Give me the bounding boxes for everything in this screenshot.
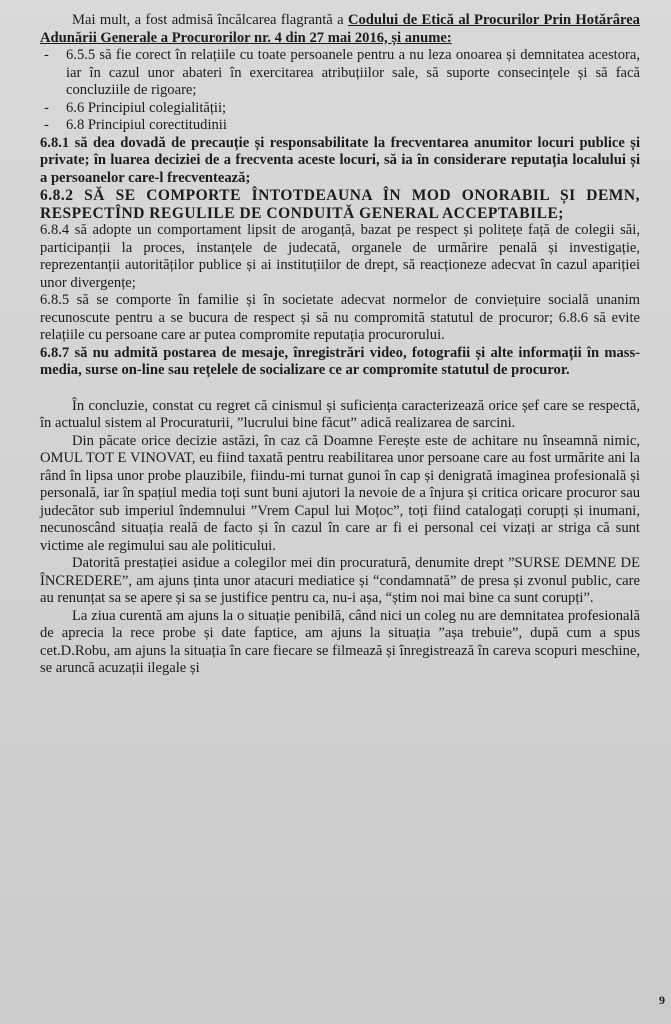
list-item: - 6.6 Principiul colegialității;: [62, 100, 640, 118]
page-body: [40, 12, 640, 678]
current-situation-paragraph: La ziua curentă am ajuns la o situație penibilă, când nici un coleg nu are demnitatea profesională de aprecia la rece probe și date faptice, am ajuns la situația ”așa trebuie”, după cum a spus cet.D.Robu, am ajuns la situația în care fiecare se filmează și înregistrează în careva scopuri meschine, se aruncă acuzații ilegale și: [40, 607, 640, 676]
list-item: - 6.5.5 să fie corect în relațiile cu toate persoanele pentru a nu leza onoarea și demnitatea acestora, iar în cazul unor abateri în exercitarea atribuțiilor sale, să suporte consecințele și să facă concluziile de rigoare;: [62, 47, 640, 100]
conclusion-paragraph: În concluzie, constat cu regret că cinismul și suficiența caracterizează orice șef care se respectă, în actualul sistem al Procuraturii, ”lucrului bine făcut” adică realizarea de sarcini.: [40, 397, 640, 431]
list-item: - 6.8 Principiul corectitudinii: [62, 117, 640, 135]
intro-text: Mai mult, a fost admisă încălcarea flagrantă a: [72, 12, 348, 28]
clause-6-8-4: 6.8.4 să adopte un comportament lipsit de aroganță, bazat pe respect și politețe față de colegii săi, participanții la proces, instanțele de judecată, organele de urmărire penală și investigație, reprezentanții autorităților publice și ai instituțiilor de drept, să reacționeze adecvat în cazul apariției unor divergențe;: [40, 222, 640, 291]
colleagues-paragraph: Datorită prestației asidue a colegilor mei din procuratură, denumite drept ”SURSE DEMNE DE ÎNCREDERE”, am ajuns ținta unor atacuri mediatice și “condamnată” de presa și zvonul public, care au renunțat sa se apere și sa se justifice pentru ca, nu-i așa, “știm noi mai bine ca sunt corupți”.: [40, 555, 640, 606]
clause-6-8-1: 6.8.1 să dea dovadă de precauție și responsabilitate la frecventarea anumitor locuri publice și private; în luarea deciziei de a frecventa aceste locuri, să ia în considerare reputația localului și a persoanelor care-l frecventează;: [40, 134, 640, 186]
spacer: [40, 380, 640, 398]
clause-6-8-2: 6.8.2 SĂ SE COMPORTE ÎNTOTDEAUNA ÎN MOD ONORABIL ȘI DEMN, RESPECTÎND REGULILE DE CONDUITĂ GENERAL ACCEPTABILE;: [40, 187, 640, 222]
page-number: 9: [659, 993, 665, 1007]
principles-list: [40, 47, 640, 135]
intro-paragraph: [40, 12, 640, 47]
clause-6-8-7: 6.8.7 să nu admită postarea de mesaje, înregistrări video, fotografii și alte informații în mass-media, surse on-line sau rețelele de socializare ce ar compromite statutul de procuror.: [40, 344, 640, 378]
clause-6-8-5: 6.8.5 să se comporte în familie și în societate adecvat normelor de conviețuire socială unanim recunoscute pentru a se bucura de respect și să nu compromită statutul de procuror; 6.8.6 să evite relațiile cu persoane care ar putea compromite reputația procurorului.: [40, 292, 640, 343]
decision-paragraph: Din păcate orice decizie astăzi, în caz că Doamne Ferește este de achitare nu înseamnă nimic, OMUL TOT E VINOVAT, eu fiind taxată pentru reabilitarea unor persoane care au fost urmărite ani la rând în lipsa unor probe plauzibile, fiindu-mi turnat gunoi în cap și denigrată imaginea profesională și personală, iar în spațiul media toți sunt buni ajutori la nevoie de a înjura și critica oricare procuror sau judecător sub imperiul îndemnului ”Vrem Capul lui Moțoc”, toți fiind catalogați corupți și inumani, necunoscând situația reală de facto și în cazul în care ar fi ei personal cei vizați ar striga că sunt victime ale regimului sau ale politicului.: [40, 432, 640, 554]
code-of-ethics-reference: Codului de Etică al Procurilor Prin Hotărârea Adunării Generale a Procurorilor nr. 4 din 27 mai 2016, și anume:: [40, 12, 640, 46]
